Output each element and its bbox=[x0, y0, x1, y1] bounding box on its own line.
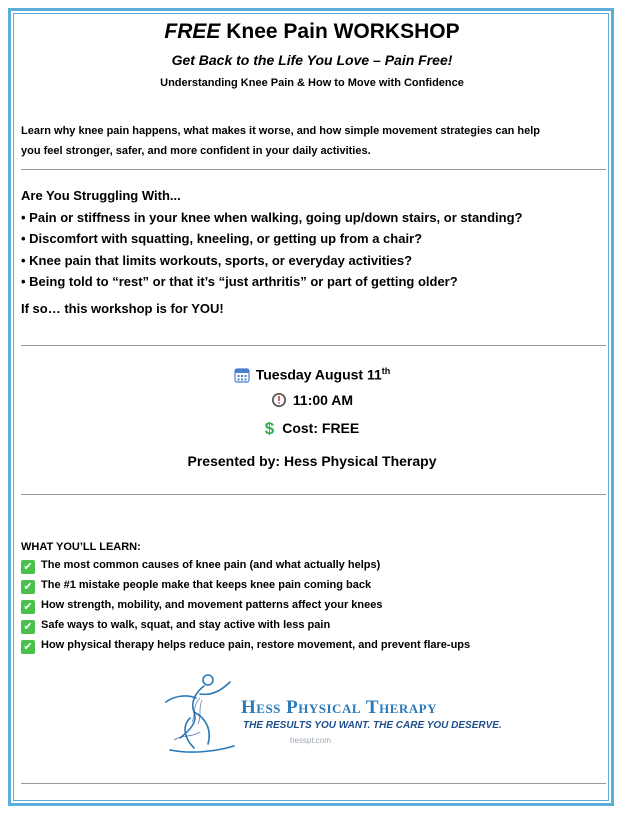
title-text: Knee Pain WORKSHOP bbox=[226, 20, 460, 43]
event-time-text: 11:00 AM bbox=[292, 392, 354, 408]
learn-item bbox=[21, 579, 371, 594]
learn-item bbox=[21, 559, 380, 574]
checkmark-icon: ✔ bbox=[21, 600, 35, 614]
intro-line: you feel stronger, safer, and more confident in your daily activities. bbox=[21, 145, 371, 157]
checkmark-icon: ✔ bbox=[21, 580, 35, 594]
struggle-item: • Discomfort with squatting, kneeling, or getting up from a chair? bbox=[21, 231, 423, 246]
learn-item-text: Safe ways to walk, squat, and stay active with less pain bbox=[41, 619, 331, 631]
event-time bbox=[0, 392, 624, 411]
checkmark-icon: ✔ bbox=[21, 620, 35, 634]
logo-tagline: THE RESULTS YOU WANT. THE CARE YOU DESERVE. bbox=[243, 720, 502, 731]
clock-icon bbox=[271, 392, 287, 411]
intro-paragraph bbox=[21, 121, 606, 161]
event-date-text: Tuesday August 11 bbox=[255, 366, 382, 383]
title-free: FREE bbox=[164, 20, 221, 43]
tagline: Understanding Knee Pain & How to Move with Confidence bbox=[160, 77, 464, 89]
divider bbox=[21, 783, 606, 784]
subtitle: Get Back to the Life You Love – Pain Free! bbox=[171, 52, 453, 68]
struggle-item: • Knee pain that limits workouts, sports, or everyday activities? bbox=[21, 252, 413, 268]
closing-line bbox=[21, 301, 224, 316]
divider bbox=[21, 494, 606, 495]
checkmark-icon: ✔ bbox=[21, 560, 35, 574]
struggle-item: • Being told to “rest” or that it’s “just arthritis” or part of getting older? bbox=[21, 274, 458, 289]
dollar-icon: $ bbox=[264, 419, 275, 438]
learn-item bbox=[21, 599, 382, 614]
learn-item-text: How physical therapy helps reduce pain, restore movement, and prevent flare-ups bbox=[41, 639, 471, 651]
struggle-section bbox=[21, 185, 611, 293]
learn-heading: WHAT YOU’LL LEARN: bbox=[21, 541, 141, 553]
divider bbox=[21, 169, 606, 170]
event-cost-text: Cost: FREE bbox=[282, 420, 360, 436]
page-title bbox=[0, 20, 624, 44]
learn-item-text: The most common causes of knee pain (and what actually helps) bbox=[41, 559, 381, 571]
intro-line: Learn why knee pain happens, what makes it worse, and how simple movement strategies can help bbox=[21, 125, 540, 137]
event-date bbox=[0, 366, 624, 386]
learn-item-text: How strength, mobility, and movement patterns affect your knees bbox=[41, 599, 383, 611]
learn-item bbox=[21, 619, 330, 634]
learn-item-text: The #1 mistake people make that keeps knee pain coming back bbox=[41, 579, 372, 591]
event-cost bbox=[0, 419, 624, 439]
presenter: Presented by: Hess Physical Therapy bbox=[187, 453, 437, 469]
checkmark-icon: ✔ bbox=[21, 640, 35, 654]
date-suffix: th bbox=[381, 366, 391, 376]
divider bbox=[21, 345, 606, 346]
logo-name: Hess Physical Therapy bbox=[241, 697, 437, 718]
closing-text: If so… this workshop is for bbox=[21, 301, 192, 316]
struggle-item: • Pain or stiffness in your knee when walking, going up/down stairs, or standing? bbox=[21, 209, 523, 225]
learn-item bbox=[21, 639, 470, 654]
logo-url: hesspt.com bbox=[290, 736, 331, 745]
logo-figure-icon bbox=[160, 668, 242, 758]
struggle-heading: Are You Struggling With... bbox=[21, 188, 181, 203]
closing-emphasis: YOU! bbox=[191, 301, 224, 316]
calendar-icon bbox=[234, 367, 250, 386]
